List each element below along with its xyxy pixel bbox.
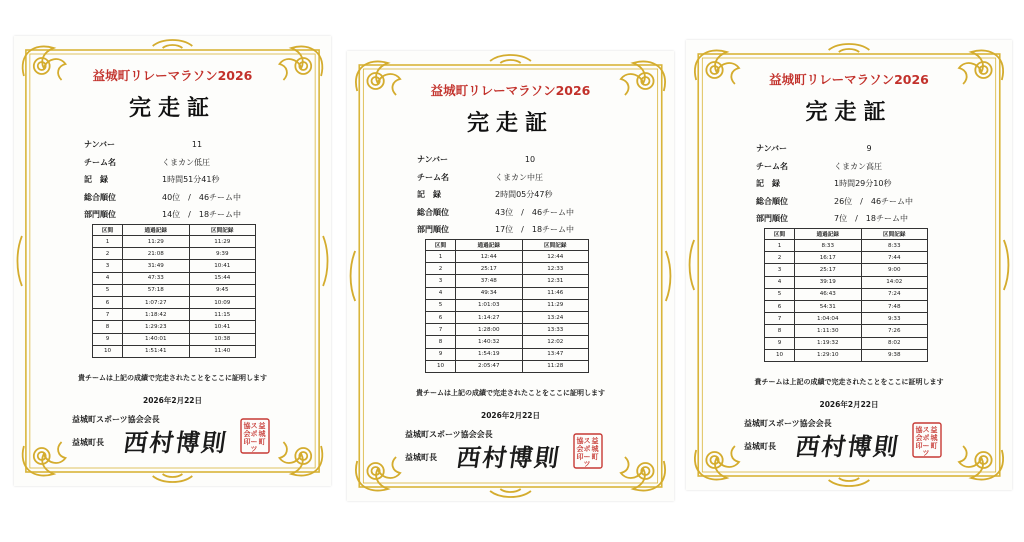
record-label: 記 録 (84, 175, 108, 185)
overall-rank-label: 総合順位 (84, 192, 116, 202)
col-header-leg-time: 区間記録 (861, 229, 928, 240)
leg-time: 7:26 (861, 325, 928, 337)
leg-number: 4 (765, 276, 795, 288)
leg-number: 6 (426, 311, 456, 323)
svg-text:ツ: ツ (583, 460, 591, 468)
table-row (93, 309, 256, 321)
leg-number: 9 (93, 333, 123, 345)
cumulative-time: 1:07:27 (123, 296, 190, 308)
leg-time: 10:41 (189, 321, 256, 333)
svg-text:ス: ス (250, 422, 258, 430)
cumulative-time: 57:18 (123, 284, 190, 296)
team-number: 11 (191, 140, 203, 150)
leg-time: 9:00 (861, 264, 928, 276)
leg-time: 14:02 (861, 276, 928, 288)
split-times-table (92, 224, 256, 358)
leg-number: 9 (426, 348, 456, 360)
table-header-row (765, 229, 928, 240)
col-header-cumulative: 通過記録 (456, 240, 523, 251)
certificate-team-10 (347, 51, 674, 501)
svg-text:町: 町 (591, 453, 599, 461)
col-header-leg: 区間 (765, 229, 795, 240)
certification-statement: 貴チームは上記の成績で完走されたことをここに証明します (78, 374, 267, 382)
svg-text:会: 会 (915, 434, 923, 442)
cumulative-time: 1:14:27 (456, 311, 523, 323)
svg-text:協: 協 (243, 422, 251, 430)
svg-text:ー: ー (250, 438, 258, 446)
leg-number: 1 (765, 240, 795, 252)
leg-time: 10:09 (189, 296, 256, 308)
table-row (93, 236, 256, 248)
issue-date: 2026年2月22日 (819, 400, 879, 409)
certificate-heading: 完走証 (466, 110, 554, 136)
team-name-label: チーム名 (417, 172, 449, 182)
division-rank-label: 部門順位 (756, 214, 788, 224)
leg-time: 8:02 (861, 337, 928, 349)
table-row (765, 240, 928, 252)
leg-number: 5 (426, 299, 456, 311)
cumulative-time: 1:40:01 (123, 333, 190, 345)
number-label: ナンバー (84, 140, 116, 150)
issue-date: 2026年2月22日 (480, 411, 541, 420)
official-seal-stamp (240, 418, 270, 454)
leg-number: 2 (765, 252, 795, 264)
leg-number: 4 (93, 272, 123, 284)
svg-text:会: 会 (243, 430, 251, 438)
cumulative-time: 46:43 (795, 288, 862, 300)
cumulative-time: 16:17 (795, 252, 862, 264)
leg-number: 3 (93, 260, 123, 272)
table-row (426, 287, 589, 299)
leg-time: 7:48 (861, 300, 928, 312)
team-number: 10 (524, 155, 536, 165)
finish-record: 1時間29分10秒 (834, 179, 892, 189)
col-header-leg-time: 区間記録 (189, 225, 256, 236)
leg-number: 10 (426, 360, 456, 372)
certification-statement: 貴チームは上記の成績で完走されたことをここに証明します (416, 389, 605, 397)
leg-time: 8:33 (861, 240, 928, 252)
leg-number: 5 (765, 288, 795, 300)
leg-number: 6 (93, 296, 123, 308)
svg-text:城: 城 (930, 434, 938, 442)
cumulative-time: 2:05:47 (456, 360, 523, 372)
table-row (765, 337, 928, 349)
leg-time: 11:46 (522, 287, 589, 299)
leg-number: 7 (93, 309, 123, 321)
leg-time: 7:24 (861, 288, 928, 300)
svg-text:町: 町 (930, 442, 938, 450)
svg-text:ポ: ポ (922, 434, 930, 442)
leg-number: 8 (426, 336, 456, 348)
table-row (426, 299, 589, 311)
leg-number: 8 (93, 321, 123, 333)
cumulative-time: 1:28:00 (456, 324, 523, 336)
table-row (765, 313, 928, 325)
table-row (93, 284, 256, 296)
table-row (93, 248, 256, 260)
leg-time: 11:29 (189, 236, 256, 248)
svg-text:印: 印 (576, 453, 584, 461)
leg-time: 10:41 (189, 260, 256, 272)
association-title: 益城町スポーツ協会会長 (72, 415, 160, 424)
svg-text:益: 益 (591, 437, 599, 445)
svg-text:ポ: ポ (250, 430, 258, 438)
leg-time: 7:44 (861, 252, 928, 264)
leg-number: 3 (426, 275, 456, 287)
svg-text:協: 協 (915, 426, 923, 434)
overall-rank: 43位 / 46チーム中 (495, 207, 575, 217)
svg-text:ス: ス (922, 426, 930, 434)
leg-time: 11:40 (189, 345, 256, 357)
certificate-heading: 完走証 (128, 95, 216, 121)
team-name-label: チーム名 (756, 161, 788, 171)
record-label: 記 録 (756, 179, 780, 189)
leg-number: 1 (426, 251, 456, 263)
certificate-team-11 (14, 36, 331, 486)
col-header-cumulative: 通過記録 (123, 225, 190, 236)
cumulative-time: 21:08 (123, 248, 190, 260)
table-row (426, 324, 589, 336)
table-row (93, 296, 256, 308)
record-label: 記 録 (417, 190, 441, 200)
cumulative-time: 1:29:23 (123, 321, 190, 333)
leg-number: 10 (765, 349, 795, 361)
table-row (93, 260, 256, 272)
table-row (426, 360, 589, 372)
leg-time: 13:33 (522, 324, 589, 336)
cumulative-time: 1:01:03 (456, 299, 523, 311)
table-row (765, 252, 928, 264)
table-row (93, 272, 256, 284)
svg-text:益: 益 (258, 422, 266, 430)
leg-number: 9 (765, 337, 795, 349)
table-row (93, 321, 256, 333)
cumulative-time: 1:11:30 (795, 325, 862, 337)
svg-text:ツ: ツ (250, 445, 258, 453)
table-header-row (426, 240, 589, 251)
col-header-leg: 区間 (93, 225, 123, 236)
leg-number: 8 (765, 325, 795, 337)
division-rank-label: 部門順位 (84, 210, 116, 220)
leg-number: 3 (765, 264, 795, 276)
table-row (765, 276, 928, 288)
certification-statement: 貴チームは上記の成績で完走されたことをここに証明します (754, 378, 944, 386)
table-row (426, 311, 589, 323)
table-header-row (93, 225, 256, 236)
split-times-table (764, 228, 928, 362)
leg-time: 12:02 (522, 336, 589, 348)
team-name: くまカン高圧 (834, 161, 882, 171)
svg-text:ツ: ツ (922, 449, 930, 457)
finish-record: 2時間05分47秒 (495, 190, 553, 200)
table-row (93, 333, 256, 345)
leg-number: 2 (426, 263, 456, 275)
table-row (426, 336, 589, 348)
event-title: 益城町リレーマラソン2026 (769, 72, 929, 87)
official-seal-stamp (573, 433, 603, 469)
cumulative-time: 12:44 (456, 251, 523, 263)
split-times-table (425, 239, 589, 373)
cumulative-time: 1:54:19 (456, 348, 523, 360)
official-seal-stamp (912, 422, 942, 458)
table-row (765, 288, 928, 300)
cumulative-time: 25:17 (456, 263, 523, 275)
handwritten-signature: 西村博則 (793, 432, 902, 461)
cumulative-time: 49:34 (456, 287, 523, 299)
leg-time: 9:45 (189, 284, 256, 296)
team-name: くまカン低圧 (162, 157, 210, 167)
svg-text:城: 城 (258, 430, 266, 438)
cumulative-time: 25:17 (795, 264, 862, 276)
cumulative-time: 1:04:04 (795, 313, 862, 325)
table-row (426, 251, 589, 263)
association-title: 益城町スポーツ協会会長 (405, 430, 493, 439)
svg-text:ー: ー (922, 442, 930, 450)
leg-time: 12:33 (522, 263, 589, 275)
mayor-title: 益城町長 (405, 453, 437, 462)
division-rank: 7位 / 18チーム中 (834, 214, 908, 224)
leg-number: 7 (765, 313, 795, 325)
table-row (426, 348, 589, 360)
team-info (756, 140, 956, 228)
svg-text:益: 益 (930, 426, 938, 434)
cumulative-time: 1:18:42 (123, 309, 190, 321)
leg-number: 4 (426, 287, 456, 299)
table-row (93, 345, 256, 357)
association-title: 益城町スポーツ協会会長 (744, 419, 832, 428)
leg-time: 9:33 (861, 313, 928, 325)
cumulative-time: 37:48 (456, 275, 523, 287)
overall-rank-label: 総合順位 (417, 207, 449, 217)
leg-time: 11:29 (522, 299, 589, 311)
leg-time: 9:39 (189, 248, 256, 260)
svg-text:ー: ー (583, 453, 591, 461)
leg-number: 7 (426, 324, 456, 336)
leg-time: 11:28 (522, 360, 589, 372)
division-rank: 17位 / 18チーム中 (495, 225, 575, 235)
leg-number: 10 (93, 345, 123, 357)
team-name-label: チーム名 (84, 157, 116, 167)
number-label: ナンバー (417, 155, 449, 165)
leg-time: 13:24 (522, 311, 589, 323)
cumulative-time: 1:51:41 (123, 345, 190, 357)
event-title: 益城町リレーマラソン2026 (430, 83, 591, 98)
event-title: 益城町リレーマラソン2026 (92, 68, 253, 83)
leg-time: 15:44 (189, 272, 256, 284)
finish-record: 1時間51分41秒 (162, 175, 220, 185)
table-row (765, 300, 928, 312)
svg-text:協: 協 (576, 437, 584, 445)
cumulative-time: 31:49 (123, 260, 190, 272)
svg-text:城: 城 (591, 445, 599, 453)
svg-text:ス: ス (583, 437, 591, 445)
cumulative-time: 1:19:32 (795, 337, 862, 349)
cumulative-time: 11:29 (123, 236, 190, 248)
cumulative-time: 1:29:10 (795, 349, 862, 361)
leg-number: 5 (93, 284, 123, 296)
table-row (765, 325, 928, 337)
overall-rank: 26位 / 46チーム中 (834, 196, 914, 206)
division-rank: 14位 / 18チーム中 (162, 210, 242, 220)
leg-time: 9:38 (861, 349, 928, 361)
col-header-leg: 区間 (426, 240, 456, 251)
certificate-team-9 (686, 40, 1012, 490)
cumulative-time: 39:19 (795, 276, 862, 288)
svg-text:ポ: ポ (583, 445, 591, 453)
team-info (84, 136, 284, 224)
leg-time: 11:15 (189, 309, 256, 321)
overall-rank-label: 総合順位 (756, 196, 788, 206)
number-label: ナンバー (756, 144, 788, 154)
leg-number: 2 (93, 248, 123, 260)
handwritten-signature: 西村博則 (454, 443, 563, 472)
leg-time: 12:44 (522, 251, 589, 263)
table-row (426, 263, 589, 275)
cumulative-time: 54:31 (795, 300, 862, 312)
col-header-cumulative: 通過記録 (795, 229, 862, 240)
division-rank-label: 部門順位 (417, 225, 449, 235)
certificate-heading: 完走証 (805, 99, 893, 125)
mayor-title: 益城町長 (744, 442, 776, 451)
cumulative-time: 1:40:32 (456, 336, 523, 348)
cumulative-time: 47:33 (123, 272, 190, 284)
leg-number: 6 (765, 300, 795, 312)
table-row (765, 349, 928, 361)
svg-text:印: 印 (243, 438, 251, 446)
svg-text:町: 町 (258, 438, 266, 446)
leg-time: 13:47 (522, 348, 589, 360)
team-number: 9 (866, 144, 872, 154)
leg-number: 1 (93, 236, 123, 248)
handwritten-signature: 西村博則 (121, 428, 230, 457)
leg-time: 12:31 (522, 275, 589, 287)
svg-text:印: 印 (915, 442, 923, 450)
col-header-leg-time: 区間記録 (522, 240, 589, 251)
team-name: くまカン中圧 (495, 172, 543, 182)
overall-rank: 40位 / 46チーム中 (162, 192, 242, 202)
leg-time: 10:38 (189, 333, 256, 345)
table-row (765, 264, 928, 276)
mayor-title: 益城町長 (72, 438, 104, 447)
table-row (426, 275, 589, 287)
svg-text:会: 会 (576, 445, 584, 453)
cumulative-time: 8:33 (795, 240, 862, 252)
team-info (417, 151, 617, 239)
issue-date: 2026年2月22日 (142, 396, 203, 405)
